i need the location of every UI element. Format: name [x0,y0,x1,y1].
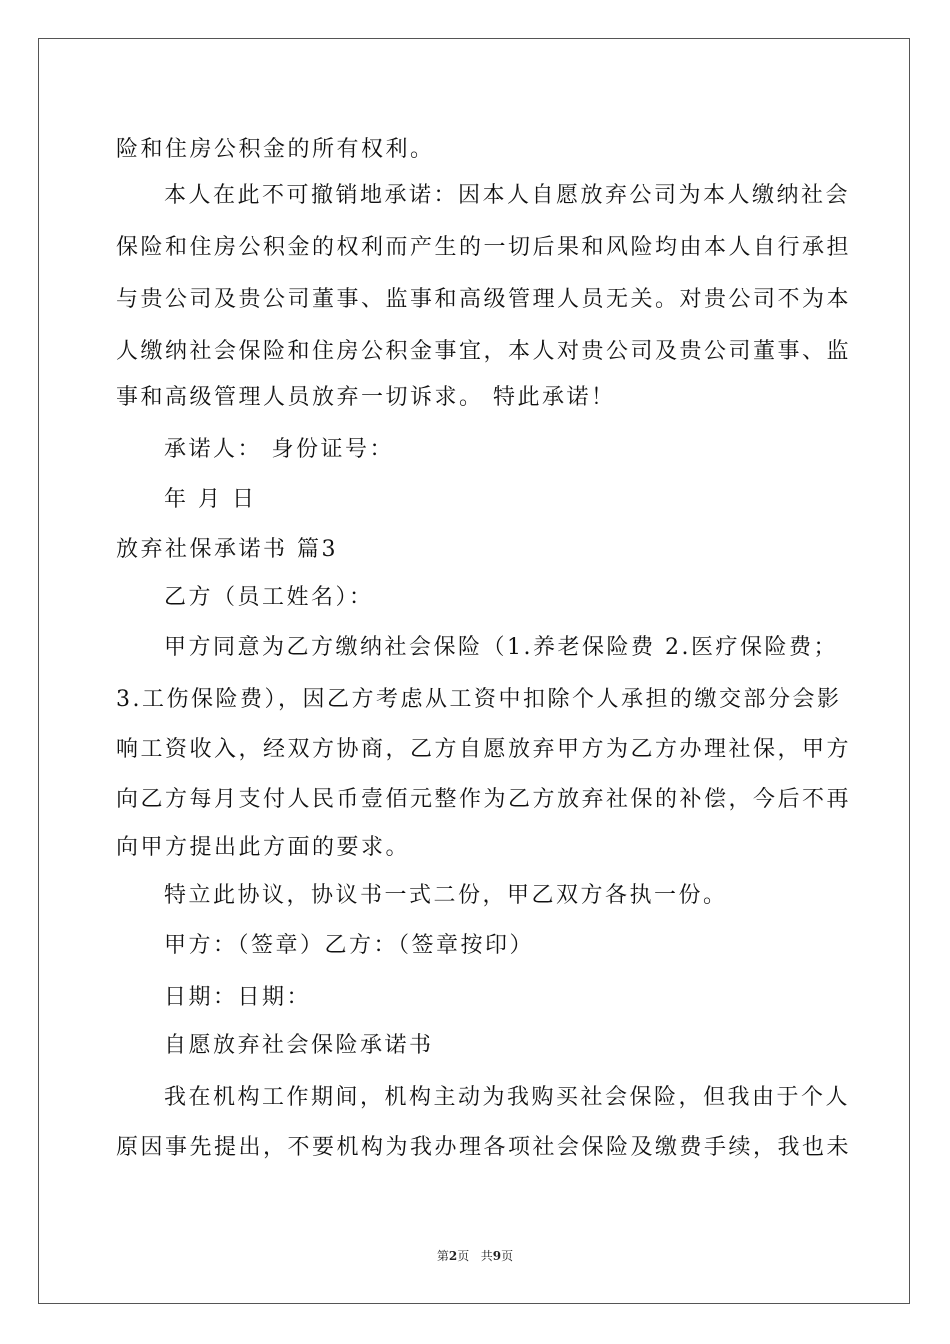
total-suffix: 页 [501,1249,514,1263]
text-line: 保险和住房公积金的权利而产生的一切后果和风险均由本人自行承担 [116,235,852,260]
text-line: 3.工伤保险费），因乙方考虑从工资中扣除个人承担的缴交部分会影 [116,687,842,712]
text-line: 原因事先提出，不要机构为我办理各项社会保险及缴费手续，我也未 [116,1135,852,1160]
text-line: 甲方同意为乙方缴纳社会保险（1.养老保险费 2.医疗保险费； [164,635,838,660]
text-line: 事和高级管理人员放弃一切诉求。 特此承诺！ [116,385,616,410]
text-line: 乙方（员工姓名）： [164,585,374,610]
text-line: 人缴纳社会保险和住房公积金事宜，本人对贵公司及贵公司董事、监 [116,339,852,364]
text-line: 年 月 日 [164,487,257,512]
text-line: 与贵公司及贵公司董事、监事和高级管理人员无关。对贵公司不为本 [116,287,852,312]
text-line: 特立此协议，协议书一式二份，甲乙双方各执一份。 [164,883,728,908]
text-line: 险和住房公积金的所有权利。 [116,137,435,162]
page-number: 2 [448,1249,458,1263]
page-prefix: 第 [436,1249,449,1263]
text-line: 向乙方每月支付人民币壹佰元整作为乙方放弃社保的补偿，今后不再 [116,787,852,812]
section-heading: 自愿放弃社会保险承诺书 [164,1033,434,1058]
text-line: 承诺人： 身份证号： [164,437,394,462]
text-line: 我在机构工作期间，机构主动为我购买社会保险，但我由于个人 [164,1085,851,1110]
text-line: 响工资收入，经双方协商，乙方自愿放弃甲方为乙方办理社保，甲方 [116,737,852,762]
page-frame [38,38,910,1304]
text-line: 甲方：（签章）乙方：（签章按印） [164,933,535,958]
text-line: 日期：日期： [164,985,312,1010]
total-prefix: 共 [480,1249,493,1263]
text-line: 向甲方提出此方面的要求。 [116,835,411,860]
total-pages: 9 [492,1249,502,1263]
text-line: 本人在此不可撤销地承诺：因本人自愿放弃公司为本人缴纳社会 [164,183,851,208]
section-heading: 放弃社保承诺书 篇3 [116,537,338,562]
page-footer [0,1247,950,1264]
page-suffix: 页 [457,1249,470,1263]
